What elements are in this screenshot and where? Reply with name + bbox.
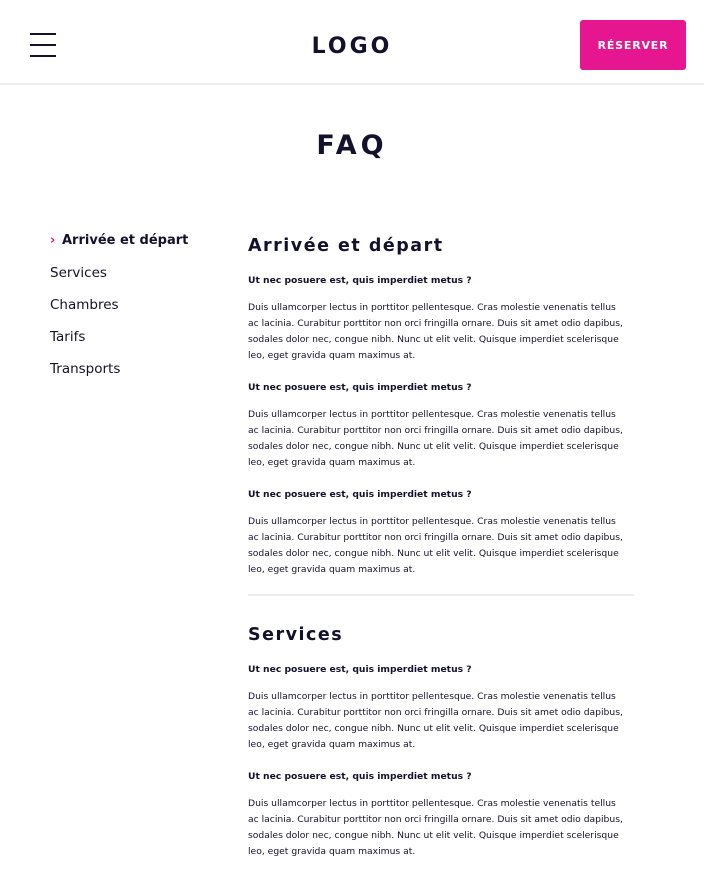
- faq-answer: Duis ullamcorper lectus in porttitor pellentesque. Cras molestie venenatis tellus ac lacinia. Curabitur porttitor non orci fringilla ornare. Duis sit amet odio dapibus, sodales dolor nec, congue nibh. Nunc ut elit velit. Quisque imperdiet scelerisque leo, eget gravida quam maximus at.: [248, 798, 623, 857]
- sidebar-item-label: Services: [50, 265, 107, 281]
- section-title: Arrivée et départ: [248, 236, 444, 256]
- faq-answer: Duis ullamcorper lectus in porttitor pellentesque. Cras molestie venenatis tellus ac lacinia. Curabitur porttitor non orci fringilla ornare. Duis sit amet odio dapibus, sodales dolor nec, congue nibh. Nunc ut elit velit. Quisque imperdiet scelerisque leo, eget gravida quam maximus at.: [248, 691, 623, 750]
- hamburger-line: [30, 44, 56, 46]
- sidebar-item-arrivee-depart[interactable]: [50, 230, 220, 262]
- sidebar-item-label: Tarifs: [50, 329, 86, 345]
- faq-item: [248, 488, 634, 578]
- faq-item: [248, 663, 634, 753]
- faq-section-arrivee-depart: [248, 233, 634, 578]
- faq-question: Ut nec posuere est, quis imperdiet metus ?: [248, 771, 472, 782]
- section-title: Services: [248, 625, 344, 645]
- faq-item: [248, 274, 634, 364]
- sidebar-item-label: Arrivée et départ: [62, 233, 189, 248]
- faq-question: Ut nec posuere est, quis imperdiet metus ?: [248, 382, 472, 393]
- faq-section-services: [248, 622, 634, 860]
- hamburger-line: [30, 33, 56, 35]
- faq-category-nav: [50, 230, 220, 390]
- faq-answer: Duis ullamcorper lectus in porttitor pellentesque. Cras molestie venenatis tellus ac lacinia. Curabitur porttitor non orci fringilla ornare. Duis sit amet odio dapibus, sodales dolor nec, congue nibh. Nunc ut elit velit. Quisque imperdiet scelerisque leo, eget gravida quam maximus at.: [248, 409, 623, 468]
- page-title: FAQ: [316, 130, 388, 161]
- faq-content: [248, 233, 634, 877]
- sidebar-item-chambres[interactable]: [50, 294, 220, 326]
- faq-item: [248, 381, 634, 471]
- faq-item: [248, 770, 634, 860]
- faq-question: Ut nec posuere est, quis imperdiet metus ?: [248, 275, 472, 286]
- site-logo[interactable]: LOGO: [311, 34, 393, 59]
- sidebar-item-tarifs[interactable]: [50, 326, 220, 358]
- faq-answer: Duis ullamcorper lectus in porttitor pellentesque. Cras molestie venenatis tellus ac lacinia. Curabitur porttitor non orci fringilla ornare. Duis sit amet odio dapibus, sodales dolor nec, congue nibh. Nunc ut elit velit. Quisque imperdiet scelerisque leo, eget gravida quam maximus at.: [248, 516, 623, 575]
- chevron-right-icon: ›: [50, 233, 56, 248]
- top-header: [0, 0, 704, 85]
- faq-question: Ut nec posuere est, quis imperdiet metus ?: [248, 489, 472, 500]
- reserve-button[interactable]: RÉSERVER: [580, 20, 686, 70]
- faq-answer: Duis ullamcorper lectus in porttitor pellentesque. Cras molestie venenatis tellus ac lacinia. Curabitur porttitor non orci fringilla ornare. Duis sit amet odio dapibus, sodales dolor nec, congue nibh. Nunc ut elit velit. Quisque imperdiet scelerisque leo, eget gravida quam maximus at.: [248, 302, 623, 361]
- sidebar-item-transports[interactable]: [50, 358, 220, 390]
- sidebar-item-services[interactable]: [50, 262, 220, 294]
- hamburger-line: [30, 55, 56, 57]
- faq-question: Ut nec posuere est, quis imperdiet metus ?: [248, 664, 472, 675]
- sidebar-item-label: Chambres: [50, 297, 119, 313]
- hamburger-menu-icon[interactable]: [30, 33, 56, 57]
- section-divider: [248, 594, 634, 596]
- sidebar-item-label: Transports: [50, 361, 121, 377]
